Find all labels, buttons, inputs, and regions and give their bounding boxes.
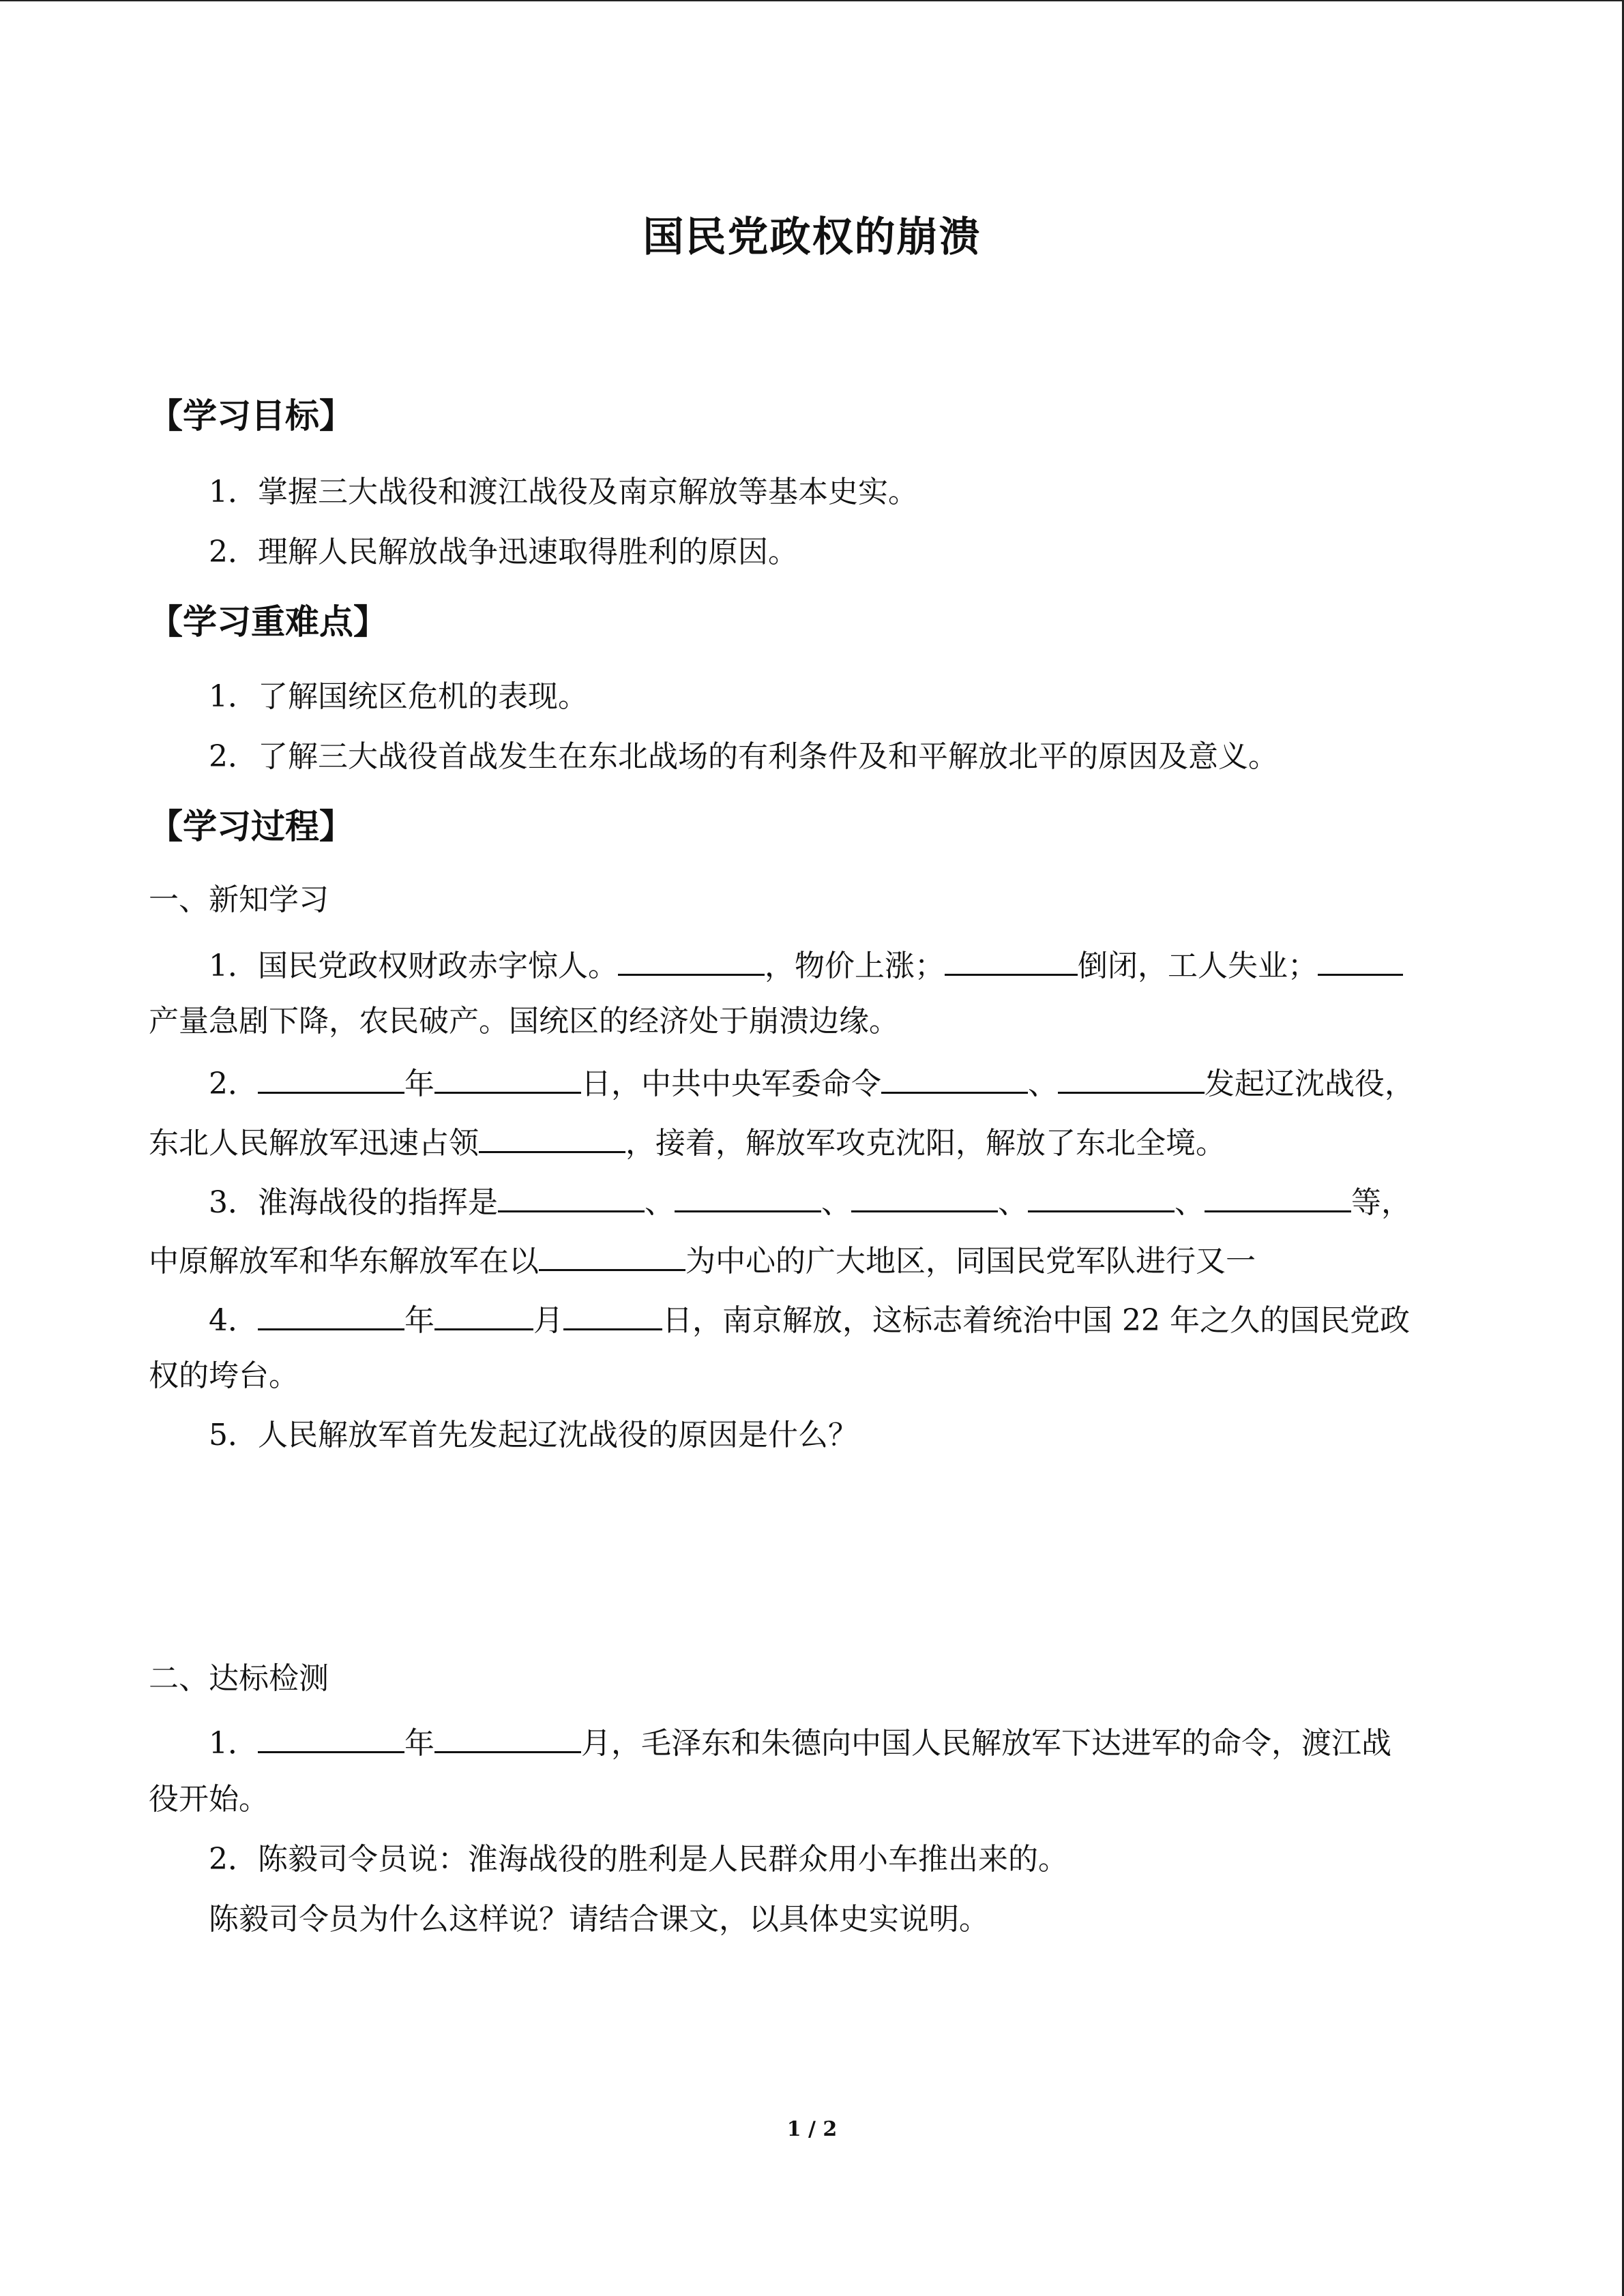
assess-q1-line1: 1． 年 月，毛泽东和朱德向中国人民解放军下达进军的命令，渡江战 bbox=[209, 1726, 1391, 1761]
key-point-item-2: 2．了解三大战役首战发生在东北战场的有利条件及和平解放北平的原因及意义。 bbox=[209, 739, 1278, 774]
section-new-knowledge: 一、新知学习 bbox=[149, 882, 329, 917]
new-q2-line1: 2． 年 日，中共中央军委命令 、 发起辽沈战役， bbox=[209, 1067, 1415, 1101]
blank-fill[interactable] bbox=[618, 948, 765, 976]
blank-fill[interactable] bbox=[945, 948, 1078, 976]
new-q5: 5．人民解放军首先发起辽沈战役的原因是什么？ bbox=[209, 1418, 858, 1452]
assess-q1-line2: 役开始。 bbox=[149, 1782, 269, 1817]
blank-fill[interactable] bbox=[881, 1066, 1028, 1094]
blank-fill[interactable] bbox=[479, 1125, 625, 1153]
key-point-item-1: 1．了解国统区危机的表现。 bbox=[209, 679, 588, 714]
blank-fill[interactable] bbox=[498, 1184, 645, 1212]
page-number: 1 / 2 bbox=[786, 2117, 838, 2141]
blank-fill[interactable] bbox=[1205, 1184, 1351, 1212]
section-assessment: 二、达标检测 bbox=[149, 1661, 329, 1696]
blank-fill[interactable] bbox=[258, 1302, 404, 1330]
blank-fill[interactable] bbox=[563, 1302, 662, 1330]
heading-key-points: 【学习重难点】 bbox=[149, 602, 387, 642]
blank-fill[interactable] bbox=[851, 1184, 998, 1212]
top-border bbox=[0, 0, 1624, 1]
blank-fill[interactable] bbox=[434, 1725, 581, 1753]
blank-fill[interactable] bbox=[434, 1302, 533, 1330]
new-q1-line2: 产量急剧下降，农民破产。国统区的经济处于崩溃边缘。 bbox=[149, 1004, 899, 1039]
new-q4-line2: 权的垮台。 bbox=[149, 1358, 299, 1393]
blank-fill[interactable] bbox=[1028, 1184, 1175, 1212]
heading-goals: 【学习目标】 bbox=[149, 396, 353, 436]
blank-fill[interactable] bbox=[675, 1184, 821, 1212]
new-q2-line2: 东北人民解放军迅速占领 ，接着，解放军攻克沈阳，解放了东北全境。 bbox=[149, 1126, 1226, 1161]
blank-fill[interactable] bbox=[258, 1725, 404, 1753]
new-q4-line1: 4． 年 月 日，南京解放，这标志着统治中国 22 年之久的国民党政 bbox=[209, 1303, 1410, 1338]
goal-item-1: 1．掌握三大战役和渡江战役及南京解放等基本史实。 bbox=[209, 475, 918, 509]
goal-item-2: 2．理解人民解放战争迅速取得胜利的原因。 bbox=[209, 535, 798, 569]
page-title: 国民党政权的崩溃 bbox=[643, 213, 981, 261]
new-q3-line1: 3．淮海战役的指挥是 、 、 、 、 等， bbox=[209, 1185, 1411, 1220]
blank-fill[interactable] bbox=[258, 1066, 404, 1094]
assess-q2: 2．陈毅司令员说：淮海战役的胜利是人民群众用小车推出来的。 bbox=[209, 1842, 1068, 1877]
new-q3-line2: 中原解放军和华东解放军在以 为中心的广大地区，同国民党军队进行又一 bbox=[149, 1244, 1256, 1279]
blank-fill[interactable] bbox=[434, 1066, 581, 1094]
blank-fill[interactable] bbox=[1318, 948, 1403, 976]
heading-process: 【学习过程】 bbox=[149, 807, 353, 846]
blank-fill[interactable] bbox=[539, 1243, 685, 1271]
new-q1-line1: 1．国民党政权财政赤字惊人。 ，物价上涨； 倒闭，工人失业； bbox=[209, 948, 1403, 981]
assess-q2-follow: 陈毅司令员为什么这样说？请结合课文，以具体史实说明。 bbox=[209, 1902, 989, 1937]
blank-fill[interactable] bbox=[1058, 1066, 1205, 1094]
